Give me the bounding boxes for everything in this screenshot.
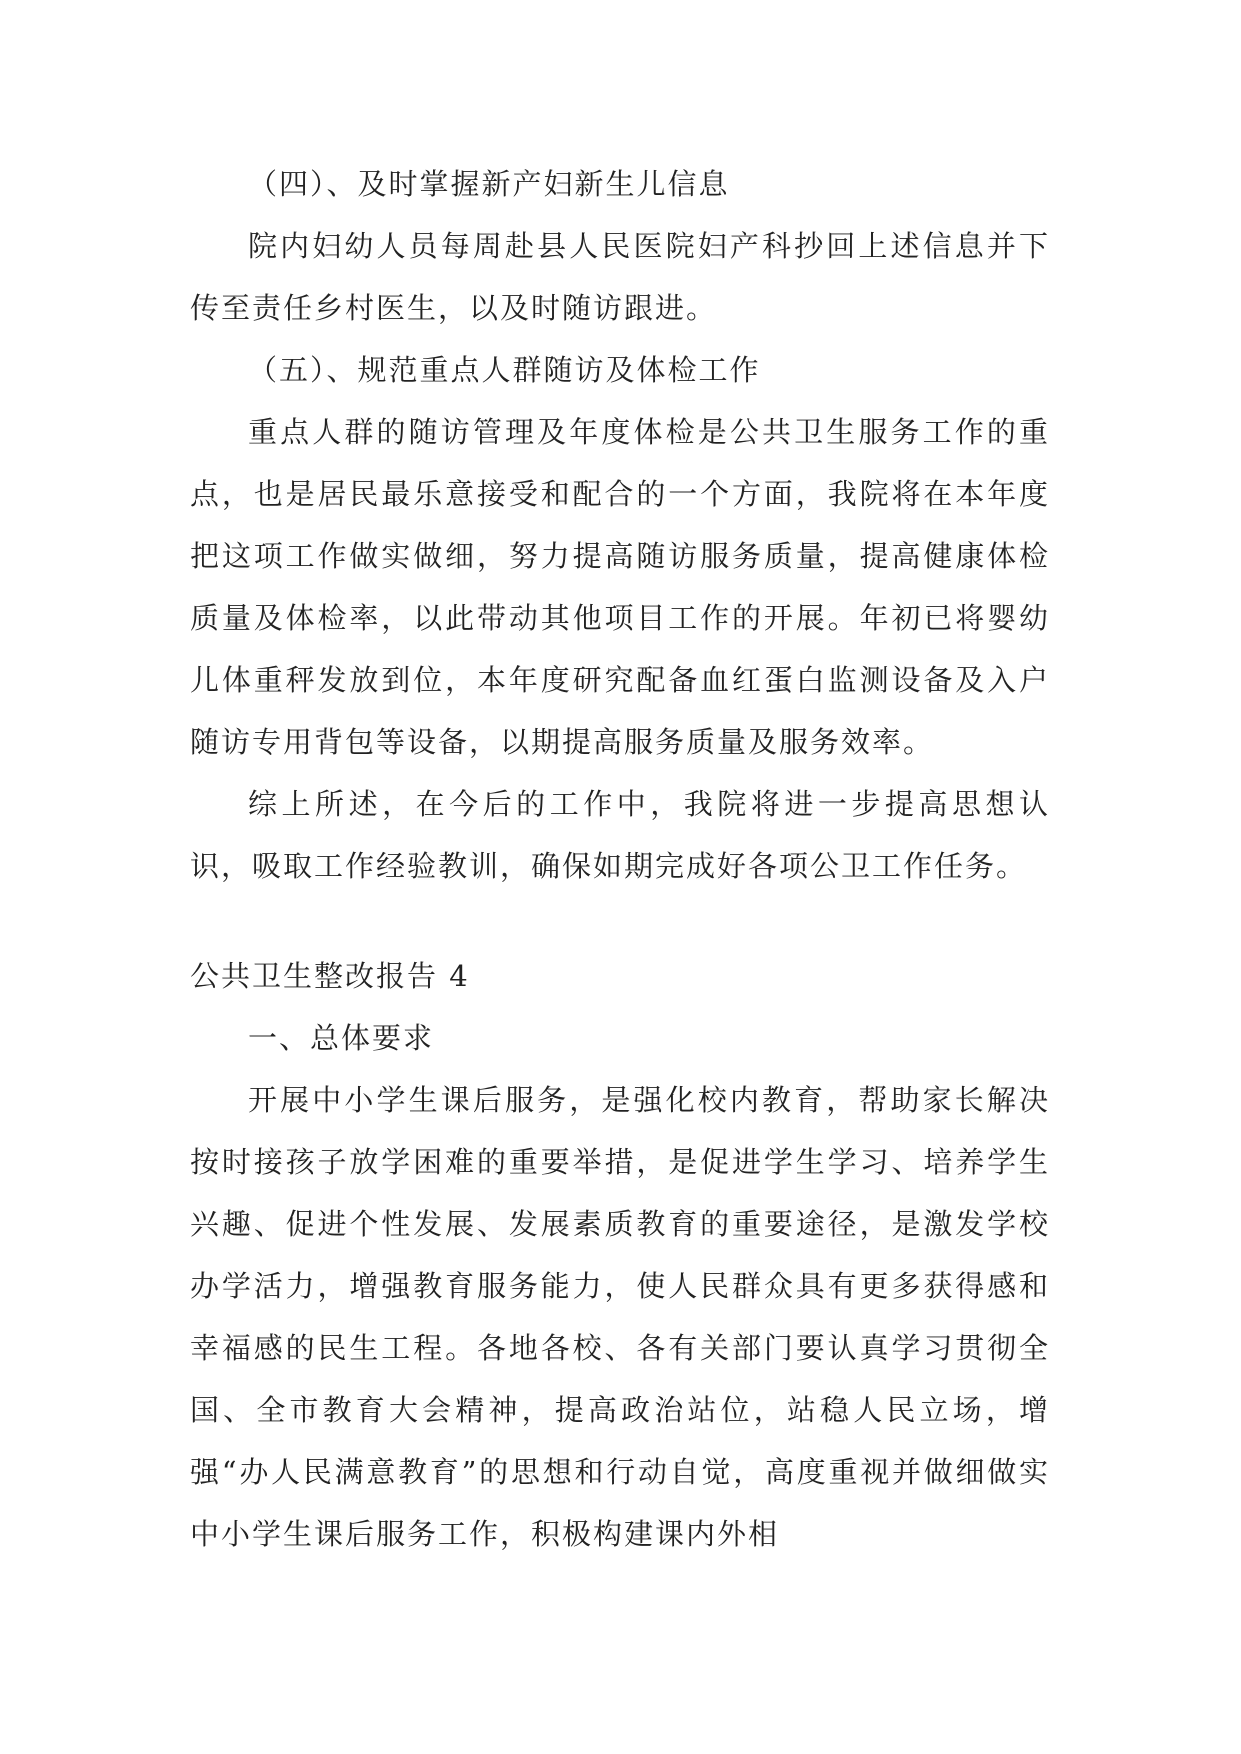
paragraph-newborn-info: 院内妇幼人员每周赴县人民医院妇产科抄回上述信息并下传至责任乡村医生，以及时随访跟进。 <box>190 229 1050 325</box>
paragraph-after-school-service: 开展中小学生课后服务，是强化校内教育，帮助家长解决按时接孩子放学困难的重要举措，是促进学生学习、培养学生兴趣、促进个性发展、发展素质教育的重要途径，是激发学校办学活力，增强教育服务能力，使人民群众具有更多获得感和幸福感的民生工程。各地各校、各有关部门要认真学习贯彻全国、全市教育大会精神，提高政治站位，站稳人民立场，增强“办人民满意教育”的思想和行动自觉，高度重视并做细做实中小学生课后服务工作，积极构建课内外相 <box>190 1083 1050 1551</box>
section-heading-5: （五）、规范重点人群随访及体检工作 <box>248 353 761 387</box>
document-body <box>190 153 1050 1565</box>
section-heading-general-requirements: 一、总体要求 <box>248 1021 435 1055</box>
report-title: 公共卫生整改报告 4 <box>190 959 470 993</box>
paragraph-summary: 综上所述，在今后的工作中，我院将进一步提高思想认识，吸取工作经验教训，确保如期完成好各项公卫工作任务。 <box>190 787 1050 883</box>
paragraph-key-population: 重点人群的随访管理及年度体检是公共卫生服务工作的重点，也是居民最乐意接受和配合的一个方面，我院将在本年度把这项工作做实做细，努力提高随访服务质量，提高健康体检质量及体检率，以此带动其他项目工作的开展。年初已将婴幼儿体重秤发放到位，本年度研究配备血红蛋白监测设备及入户随访专用背包等设备，以期提高服务质量及服务效率。 <box>190 415 1050 759</box>
section-heading-4: （四）、及时掌握新产妇新生儿信息 <box>248 167 730 201</box>
